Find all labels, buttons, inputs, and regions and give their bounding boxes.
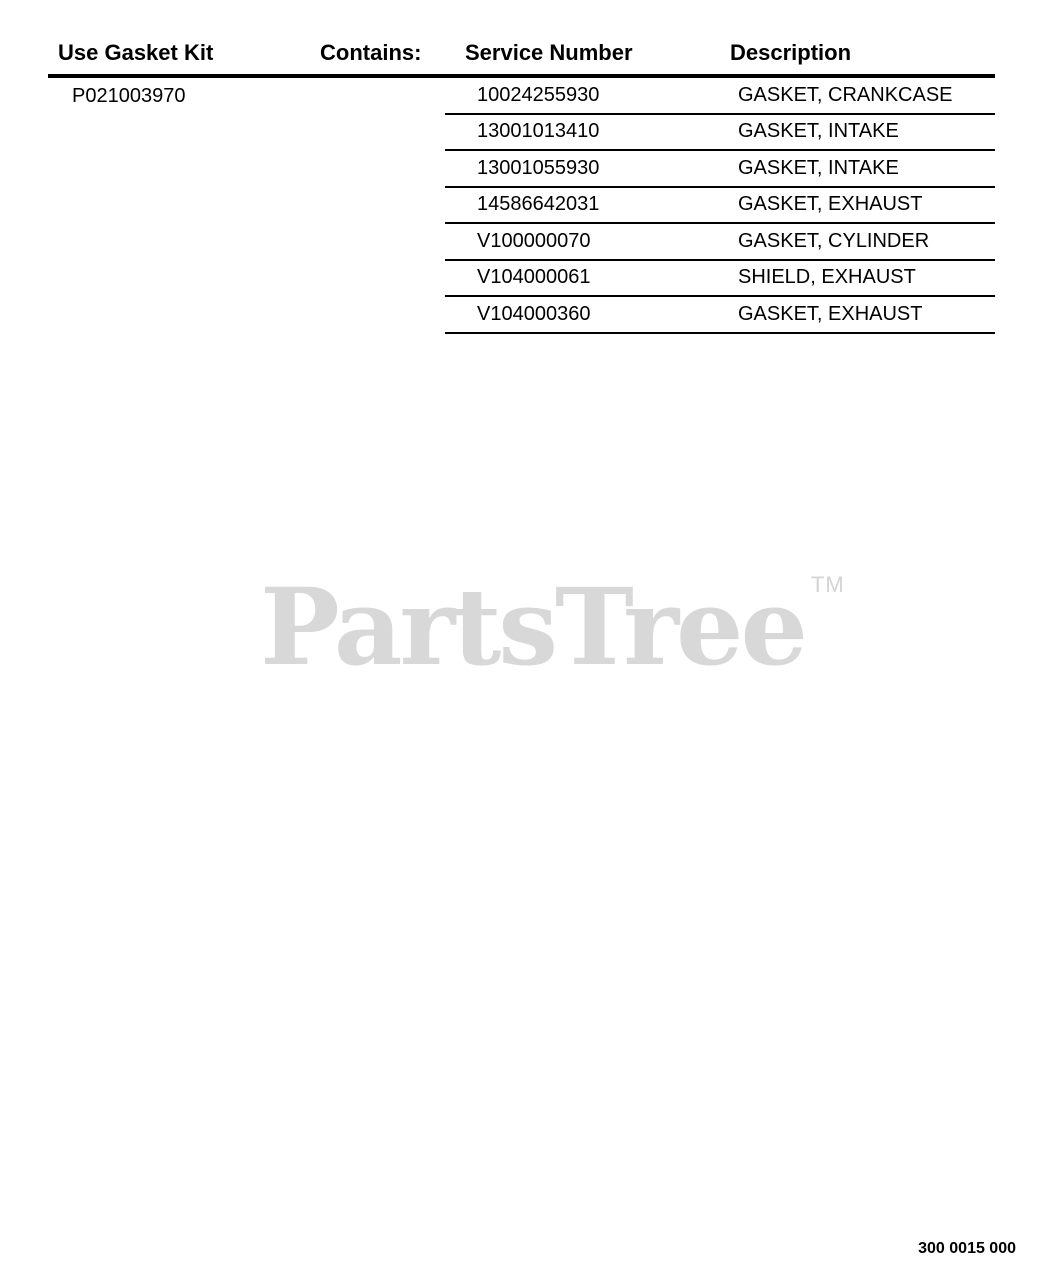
document-number: 300 0015 000 <box>918 1240 1016 1257</box>
table-row-right <box>445 261 995 298</box>
service-number-cell: V104000360 <box>477 302 591 325</box>
kit-number: P021003970 <box>72 84 186 107</box>
kit-number-empty <box>48 261 445 298</box>
header-service-number: Service Number <box>465 40 633 65</box>
table-row-right <box>445 78 995 115</box>
table-row <box>48 261 995 298</box>
service-number-cell: 13001055930 <box>477 156 600 179</box>
table-row-right <box>445 115 995 152</box>
kit-number-empty <box>48 151 445 188</box>
kit-number-empty <box>48 297 445 334</box>
kit-number-empty <box>48 188 445 225</box>
service-number-cell: V100000070 <box>477 229 591 252</box>
partstree-watermark-text: PartsTree <box>260 564 805 689</box>
description-cell: GASKET, EXHAUST <box>738 302 923 325</box>
table-row <box>48 151 995 188</box>
table-row <box>48 297 995 334</box>
partstree-watermark <box>260 564 845 689</box>
header-use-gasket-kit: Use Gasket Kit <box>58 40 214 65</box>
table-row <box>48 188 995 225</box>
description-cell: GASKET, INTAKE <box>738 156 899 179</box>
table-row-right <box>445 224 995 261</box>
gasket-kit-table <box>48 40 995 334</box>
table-row <box>48 78 995 115</box>
description-cell: GASKET, CYLINDER <box>738 229 930 252</box>
service-number-cell: 14586642031 <box>477 193 600 216</box>
header-description: Description <box>730 40 852 65</box>
table-row-right <box>445 151 995 188</box>
description-cell: GASKET, CRANKCASE <box>738 83 953 106</box>
table-row-right <box>445 297 995 334</box>
table-row <box>48 115 995 152</box>
table-header-row <box>48 40 995 78</box>
kit-number-empty <box>48 115 445 152</box>
service-number-cell: V104000061 <box>477 266 591 289</box>
header-contains: Contains: <box>320 40 422 65</box>
description-cell: SHIELD, EXHAUST <box>738 266 916 289</box>
service-number-cell: 10024255930 <box>477 83 600 106</box>
description-cell: GASKET, INTAKE <box>738 120 899 143</box>
kit-number-empty <box>48 224 445 261</box>
table-row <box>48 224 995 261</box>
table-row-right <box>445 188 995 225</box>
description-cell: GASKET, EXHAUST <box>738 193 923 216</box>
trademark-symbol: TM <box>810 572 845 597</box>
service-number-cell: 13001013410 <box>477 120 600 143</box>
